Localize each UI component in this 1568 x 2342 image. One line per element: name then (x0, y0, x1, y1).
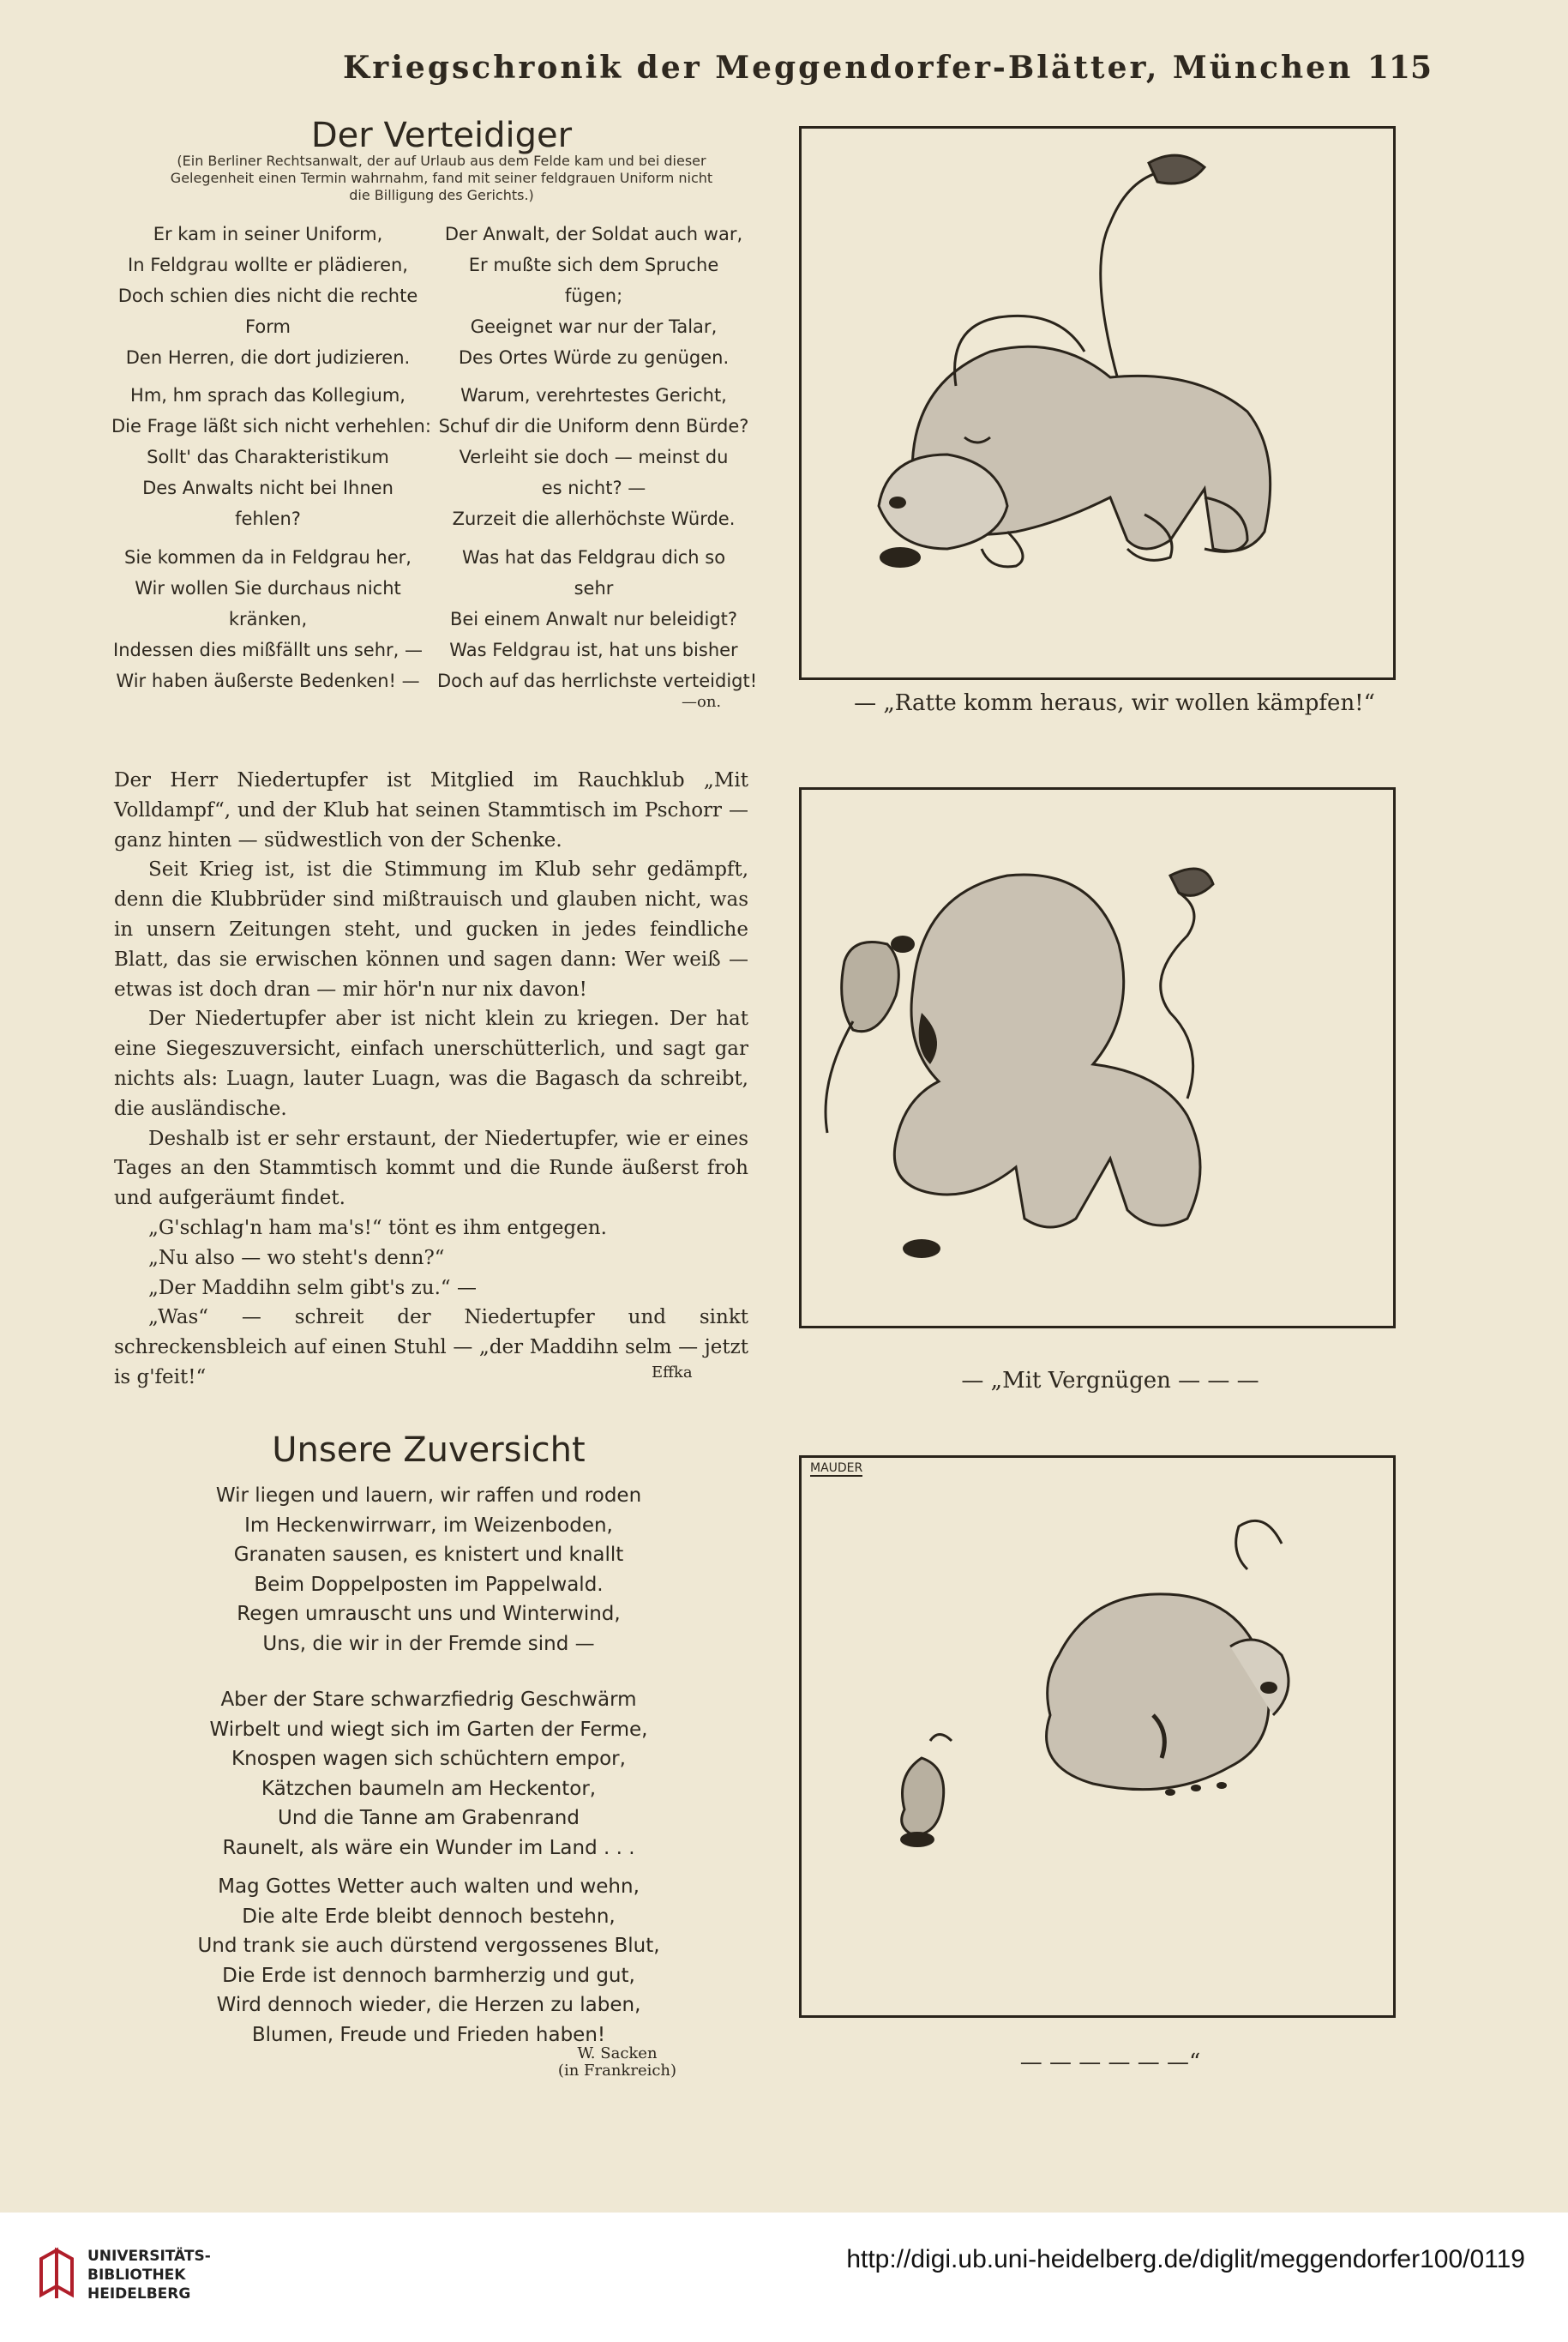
verse-line: Doch auf das herrlichste verteidigt! (437, 671, 758, 691)
source-url-link[interactable]: http://digi.ub.uni-heidelberg.de/diglit/meggendorfer100/0119 (846, 2245, 1525, 2273)
verse-line: Form (245, 316, 291, 337)
story-signature: Effka (652, 1364, 693, 1382)
verse-line: Des Anwalts nicht bei Ihnen (142, 478, 394, 498)
verse-line: Regen umrauscht uns und Winterwind, (237, 1603, 621, 1626)
poem1-left-stanza-2 (111, 380, 431, 534)
library-name (87, 2247, 211, 2303)
verse-line: Des Ortes Würde zu genügen. (458, 347, 730, 368)
story-paragraph: „G'schlag'n ham ma's!“ tönt es ihm entgegen. (148, 1216, 607, 1239)
lion-and-rat-illustration (802, 790, 1393, 1326)
verse-line: Was Feldgrau ist, hat uns bisher (449, 640, 738, 660)
poem-title-zuversicht: Unsere Zuversicht (272, 1430, 586, 1470)
story-paragraph: Der Herr Niedertupfer ist Mitglied im Rauchklub „Mit Volldampf“, und der Klub hat seinen Stammtisch im Pschorr — ganz hinten — südwestlich von der Schenke. (114, 769, 748, 852)
poem-title-verteidiger: Der Verteidiger (310, 116, 573, 155)
verse-line: Raunelt, als wäre ein Wunder im Land . . . (222, 1836, 635, 1859)
verse-line: Sollt' das Charakteristikum (147, 447, 389, 467)
verse-line: In Feldgrau wollte er plädieren, (128, 255, 408, 275)
cartoon-panel-3 (799, 1455, 1396, 2018)
subtitle-line: die Billigung des Gerichts.) (349, 187, 534, 203)
verse-line: Die Frage läßt sich nicht verhehlen: (111, 416, 431, 436)
university-library-logo-icon (34, 2247, 79, 2302)
verse-line: Warum, verehrtestes Gericht, (460, 385, 727, 406)
cartoon-panel-1 (799, 126, 1396, 680)
verse-line: Wir liegen und lauern, wir raffen und roden (215, 1484, 642, 1507)
poem2-author (532, 2045, 703, 2080)
library-name-line: UNIVERSITÄTS- (87, 2248, 211, 2265)
verse-line: Er kam in seiner Uniform, (153, 224, 383, 244)
verse-line: Im Heckenwirrwarr, im Weizenboden, (244, 1514, 613, 1537)
subtitle-line: (Ein Berliner Rechtsanwalt, der auf Urlaub aus dem Felde kam und bei dieser (177, 153, 706, 169)
poem1-right-stanza-1 (437, 219, 750, 373)
story-paragraph: „Nu also — wo steht's denn?“ (148, 1246, 445, 1269)
library-footer (0, 2213, 1568, 2342)
lion-sniffing-illustration (802, 129, 1393, 677)
artist-signature: MAUDER (810, 1461, 863, 1475)
library-name-line: BIBLIOTHEK (87, 2267, 186, 2284)
verse-line: Beim Doppelposten im Pappelwald. (254, 1573, 604, 1596)
cartoon-caption-3: — — — — — —“ (1019, 2050, 1201, 2075)
verse-line: Sie kommen da in Feldgrau her, (124, 547, 412, 568)
verse-line: Doch schien dies nicht die rechte (117, 286, 418, 306)
verse-line: Knospen wagen sich schüchtern empor, (231, 1748, 626, 1771)
verse-line: Wirbelt und wiegt sich im Garten der Ferme, (209, 1718, 648, 1741)
story-paragraph: „Was“ — schreit der Niedertupfer und sinkt schreckensbleich auf einen Stuhl — „der Maddihn selm — jetzt is g'feit!“ (114, 1306, 748, 1388)
author-name: W. Sacken (577, 2044, 658, 2062)
verse-line: Aber der Stare schwarzfiedrig Geschwärm (220, 1689, 637, 1711)
defeated-lion-illustration (802, 1458, 1393, 2015)
poem1-right-stanza-3 (437, 542, 758, 696)
verse-line: Kätzchen baumeln am Heckentor, (261, 1777, 597, 1800)
verse-line: Mag Gottes Wetter auch walten und wehn, (218, 1875, 640, 1898)
poem2-stanza-1 (120, 1481, 737, 1659)
page-number: 115 (1367, 50, 1432, 86)
poem1-left-stanza-1 (111, 219, 424, 373)
verse-line: fügen; (564, 286, 623, 306)
verse-line: es nicht? — (541, 478, 646, 498)
cartoon-panel-2 (799, 787, 1396, 1328)
poem1-right-stanza-2 (437, 380, 750, 534)
cartoon-caption-2: — „Mit Vergnügen — — — (961, 1368, 1259, 1394)
verse-line: Geeignet war nur der Talar, (470, 316, 718, 337)
verse-line: Die Erde ist dennoch barmherzig und gut, (222, 1964, 635, 1987)
story-paragraph: Deshalb ist er sehr erstaunt, der Niedertupfer, wie er eines Tages an den Stammtisch kommt und die Runde äußerst froh und aufgeräumt findet. (114, 1127, 748, 1210)
story-text (114, 766, 748, 1393)
poem-subtitle (120, 153, 763, 204)
verse-line: Indessen dies mißfällt uns sehr, — (113, 640, 423, 660)
verse-line: Der Anwalt, der Soldat auch war, (444, 224, 743, 244)
verse-line: sehr (574, 578, 614, 599)
poem1-signature: —on. (682, 693, 722, 711)
verse-line: Den Herren, die dort judizieren. (125, 347, 411, 368)
verse-line: Bei einem Anwalt nur beleidigt? (449, 609, 738, 629)
verse-line: Und trank sie auch dürstend vergossenes Blut, (197, 1935, 660, 1958)
verse-line: kränken, (228, 609, 308, 629)
verse-line: Granaten sausen, es knistert und knallt (233, 1544, 624, 1567)
verse-line: Blumen, Freude und Frieden haben! (251, 2023, 606, 2046)
library-name-line: HEIDELBERG (87, 2285, 191, 2303)
verse-line: Die alte Erde bleibt dennoch bestehn, (242, 1905, 616, 1928)
story-paragraph: Der Niedertupfer aber ist nicht klein zu kriegen. Der hat eine Siegeszuversicht, einfach unerschütterlich, und sagt gar nichts als: Luagn, lauter Luagn, was die Bagasch da schreibt, die ausländische. (114, 1008, 748, 1120)
verse-line: Wir wollen Sie durchaus nicht (135, 578, 401, 599)
running-header (111, 50, 1432, 101)
verse-line: Wir haben äußerste Bedenken! — (116, 671, 420, 691)
verse-line: Er mußte sich dem Spruche (468, 255, 719, 275)
verse-line: Zurzeit die allerhöchste Würde. (452, 509, 736, 529)
cartoon-caption-1: — „Ratte komm heraus, wir wollen kämpfen!“ (854, 690, 1375, 716)
subtitle-line: Gelegenheit einen Termin wahrnahm, fand mit seiner feldgrauen Uniform nicht (170, 170, 713, 186)
author-note: (in Frankreich) (557, 2062, 677, 2080)
verse-line: Was hat das Feldgrau dich so (461, 547, 726, 568)
verse-line: fehlen? (235, 509, 301, 529)
poem2-stanza-2 (120, 1685, 737, 1863)
poem2-stanza-3 (120, 1872, 737, 2050)
story-paragraph: „Der Maddihn selm gibt's zu.“ — (148, 1276, 477, 1299)
verse-line: Schuf dir die Uniform denn Bürde? (438, 416, 749, 436)
header-title: Kriegschronik der Meggendorfer-Blätter, München (343, 50, 1354, 86)
verse-line: Uns, die wir in der Fremde sind — (262, 1632, 595, 1655)
verse-line: Und die Tanne am Grabenrand (278, 1807, 580, 1830)
verse-line: Wird dennoch wieder, die Herzen zu laben, (216, 1994, 641, 2017)
poem1-left-stanza-3 (111, 542, 424, 696)
verse-line: Verleiht sie doch — meinst du (459, 447, 729, 467)
verse-line: Hm, hm sprach das Kollegium, (130, 385, 406, 406)
story-paragraph: Seit Krieg ist, ist die Stimmung im Klub sehr gedämpft, denn die Klubbrüder sind mißtrauisch und glauben nicht, was in unsern Zeitungen steht, und gucken in jedes feindliche Blatt, das sie erwischen können und sagen dann: Wer weiß — etwas ist doch dran — mir hör'n nur nix davon! (114, 858, 748, 1001)
